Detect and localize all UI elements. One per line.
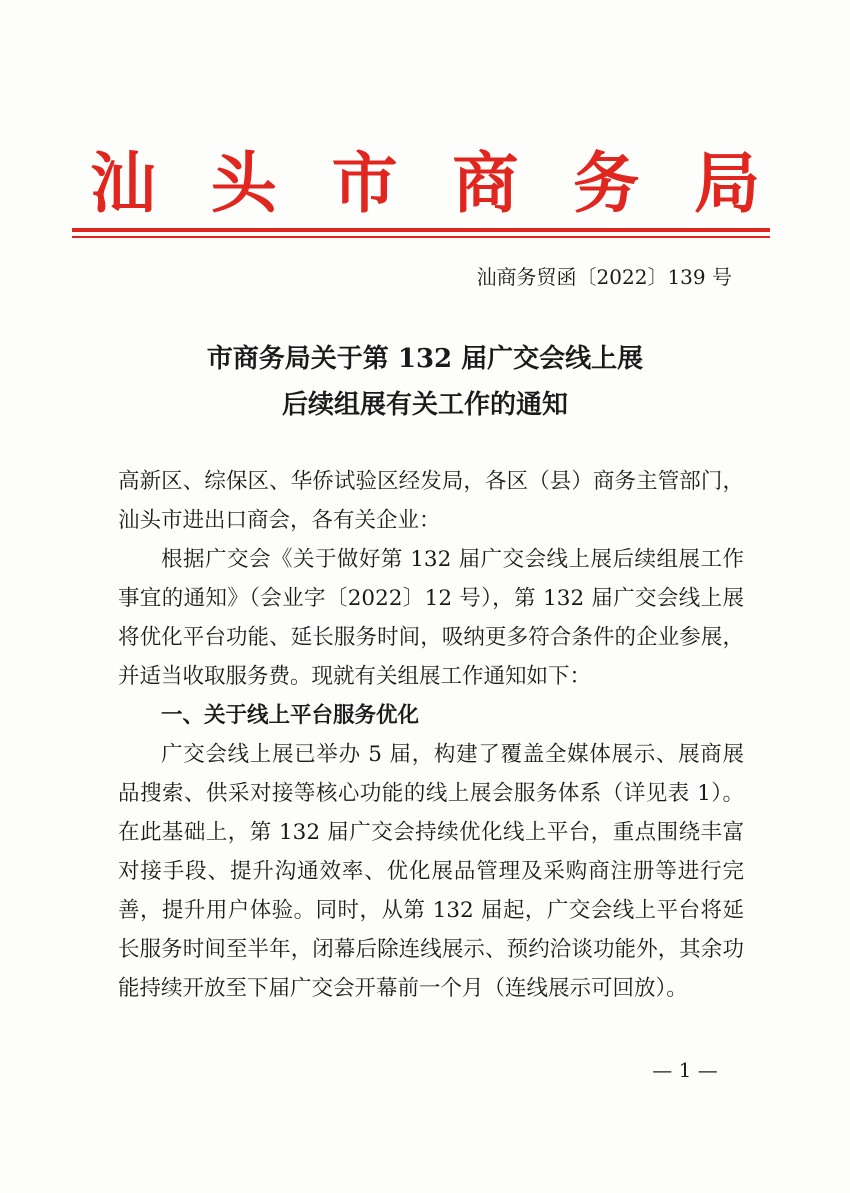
page-number: — 1 —	[652, 1058, 718, 1082]
masthead-char: 商	[452, 144, 519, 222]
masthead-title	[90, 143, 760, 223]
masthead-char: 局	[693, 144, 760, 222]
paragraph: 广交会线上展已举办 5 届，构建了覆盖全媒体展示、展商展品搜索、供采对接等核心功能的线上展会服务体系（详见表 1）。在此基础上，第 132 届广交会持续优化线上平台，重点围绕丰富对接手段、提升沟通效率、优化展品管理及采购商注册等进行完善，提升用户体验。同时，从第 132 届起，广交会线上平台将延长服务时间至半年，闭幕后除连线展示、预约洽谈功能外，其余功能持续开放至下届广交会开幕前一个月（连线展示可回放）。	[118, 742, 744, 1001]
masthead-char: 汕	[90, 144, 156, 222]
masthead-char: 头	[210, 144, 277, 222]
title-line-2: 后续组展有关工作的通知	[281, 390, 568, 420]
document-title	[0, 336, 850, 428]
paragraph: 根据广交会《关于做好第 132 届广交会线上展后续组展工作事宜的通知》（会业字〔2022〕12 号），第 132 届广交会线上展将优化平台功能、延长服务时间，吸纳更多符合条件的企业参展，并适当收取服务费。现就有关组展工作通知如下：	[118, 547, 744, 689]
salutation: 高新区、综保区、华侨试验区经发局，各区（县）商务主管部门，汕头市进出口商会，各有关企业：	[118, 469, 744, 533]
section-heading: 一、关于线上平台服务优化	[161, 703, 420, 728]
masthead-char: 市	[331, 144, 398, 222]
document-body	[118, 462, 744, 1008]
red-divider-thin	[72, 236, 770, 238]
red-divider-thick	[72, 228, 770, 232]
masthead-char: 务	[573, 144, 640, 222]
document-number: 汕商务贸函〔2022〕139 号	[476, 265, 732, 289]
title-line-1: 市商务局关于第 132 届广交会线上展	[206, 344, 644, 374]
